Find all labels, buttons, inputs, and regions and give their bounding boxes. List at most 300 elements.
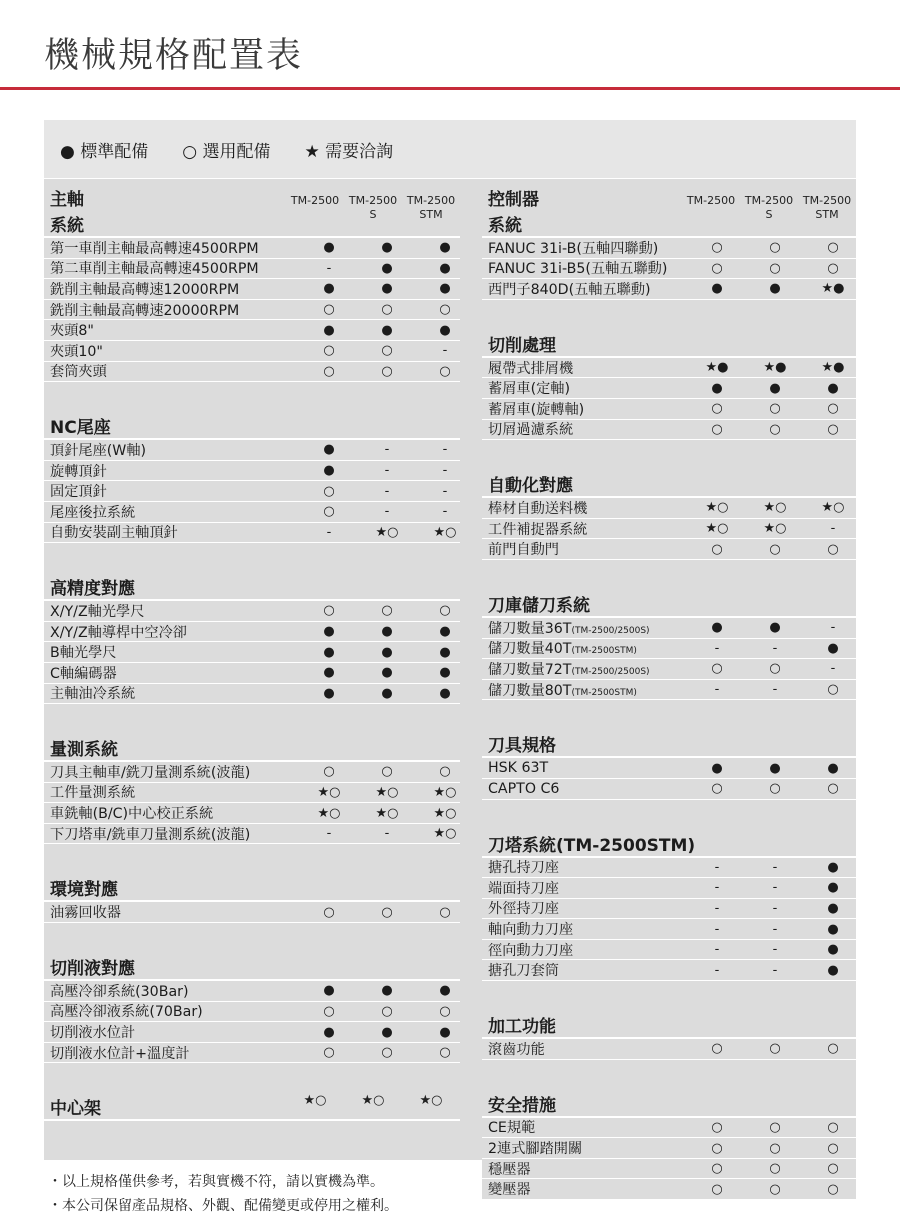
spec-row: [44, 481, 460, 502]
spec-value: ○: [323, 504, 335, 520]
spec-name-text: 變壓器: [488, 1182, 531, 1199]
section-header: [44, 565, 460, 601]
spec-value: ★○: [375, 805, 399, 821]
spec-name: [482, 1138, 688, 1158]
spec-name: [482, 1117, 688, 1137]
spec-name: [44, 320, 300, 340]
spec-value: ○: [323, 1003, 335, 1019]
section-header: [482, 1082, 856, 1118]
footnotes: [48, 1170, 398, 1218]
spec-name-text: 徑向動力刀座: [488, 942, 574, 959]
spec-name-text: 搪孔刀套筒: [488, 963, 559, 980]
section-title: 加工功能: [488, 1017, 556, 1038]
spec-value: ●: [711, 620, 723, 636]
spec-name: [44, 258, 300, 278]
spec-value: ●: [827, 640, 839, 656]
spec-value: -: [384, 504, 390, 520]
spec-value: ○: [827, 781, 839, 797]
spec-value: ○: [711, 1161, 723, 1177]
spec-value: ○: [769, 1041, 781, 1057]
spec-name-text: 高壓冷卻系統(30Bar): [50, 983, 189, 1000]
spec-value: -: [830, 521, 836, 537]
section-header: [482, 722, 856, 758]
spec-name-text: FANUC 31i-B(五軸四聯動): [488, 240, 659, 257]
section-title: 控制器: [488, 190, 539, 210]
section-title: 高精度對應: [50, 579, 135, 600]
spec-value: ○: [381, 343, 393, 359]
spec-row: [482, 1138, 856, 1159]
section-title: 中心架: [50, 1099, 101, 1120]
spec-name: [44, 803, 300, 823]
spec-name-text: 第一車削主軸最高轉速4500RPM: [50, 240, 259, 257]
spec-name: [482, 878, 688, 898]
spec-value: ●: [827, 859, 839, 875]
spec-name: [482, 519, 688, 539]
spec-value: ●: [323, 665, 335, 681]
spec-name: [44, 1043, 300, 1063]
spec-name: [44, 300, 300, 320]
spec-name-text: 滾齒功能: [488, 1041, 545, 1058]
spec-value: ○: [711, 260, 723, 276]
spec-value: ●: [827, 942, 839, 958]
spec-row: [482, 279, 856, 300]
section-header: [482, 1003, 856, 1039]
spec-value: -: [326, 826, 332, 842]
spec-row: [44, 824, 460, 845]
spec-value: ●: [439, 1024, 451, 1040]
spec-row: [482, 238, 856, 259]
spec-value: ★○: [705, 500, 729, 516]
spec-name-text: X/Y/Z軸光學尺: [50, 603, 145, 620]
spec-value: ●: [439, 685, 451, 701]
spec-value: -: [772, 900, 778, 916]
spec-value: ●: [439, 260, 451, 276]
spec-row: [44, 300, 460, 321]
section-header: [482, 180, 856, 238]
spec-value: ○: [769, 1119, 781, 1135]
section-title: 刀庫儲刀系統: [488, 595, 590, 616]
section-title: 量測系統: [50, 740, 118, 761]
spec-value: ○: [323, 904, 335, 920]
spec-value: -: [714, 962, 720, 978]
spec-value: ○: [769, 421, 781, 437]
spec-value: ○: [711, 781, 723, 797]
spec-name-text: 刀具主軸車/銑刀量測系統(波龍): [50, 764, 251, 781]
model-header: TM-2500 S: [348, 194, 398, 221]
spec-value: ○: [711, 661, 723, 677]
spec-name: [482, 258, 688, 278]
spec-name-text: 端面持刀座: [488, 880, 559, 897]
spec-value: ●: [439, 281, 451, 297]
section-title: 刀塔系統(TM-2500STM): [488, 835, 696, 856]
spec-value: ●: [439, 624, 451, 640]
spec-value: -: [714, 682, 720, 698]
title-divider: [0, 87, 900, 90]
spec-value: ○: [769, 401, 781, 417]
section-header: [44, 945, 460, 981]
section-header: [44, 726, 460, 762]
spec-name-text: 儲刀數量72T: [488, 661, 572, 678]
spec-value: ○: [827, 541, 839, 557]
spec-value: ○: [711, 1140, 723, 1156]
spec-name: [44, 824, 300, 844]
spec-value: ★●: [763, 360, 787, 376]
legend-inquiry: ★ 需要洽詢: [304, 141, 394, 162]
spec-row: [482, 899, 856, 920]
spec-value: -: [772, 640, 778, 656]
spec-name-text: 固定頂針: [50, 484, 107, 501]
spec-name-text: 尾座後拉系統: [50, 504, 136, 521]
spec-row: [482, 858, 856, 879]
section-spacer: [44, 704, 460, 726]
section-header: [44, 404, 460, 440]
spec-value: -: [384, 442, 390, 458]
spec-value: -: [714, 942, 720, 958]
spec-value: ●: [323, 442, 335, 458]
spec-value: ○: [769, 781, 781, 797]
spec-row: [44, 1022, 460, 1043]
spec-name: [482, 760, 688, 776]
spec-value: ★○: [763, 500, 787, 516]
spec-row: [44, 902, 460, 923]
spec-value: -: [772, 859, 778, 875]
section-subtitle: 系統: [488, 216, 522, 236]
legend-optional: ○ 選用配備: [182, 141, 271, 162]
spec-row: [482, 539, 856, 560]
spec-name: [482, 618, 688, 638]
spec-name-text: 自動安裝副主軸頂針: [50, 525, 178, 542]
spec-value: ●: [381, 685, 393, 701]
spec-name: [44, 601, 300, 621]
spec-name-text: 夾頭8": [50, 323, 94, 340]
spec-row: [482, 1159, 856, 1180]
spec-name: [44, 622, 300, 642]
spec-row: [482, 1039, 856, 1060]
spec-value: ★●: [821, 281, 845, 297]
spec-value: ●: [381, 644, 393, 660]
spec-value: ★○: [821, 500, 845, 516]
spec-name-text: 前門自動門: [488, 542, 559, 559]
spec-value: ●: [381, 624, 393, 640]
spec-value: ○: [381, 603, 393, 619]
section-title: 刀具規格: [488, 736, 556, 757]
model-header: TM-2500 STM: [802, 194, 852, 221]
spec-value: ★○: [763, 521, 787, 537]
spec-name-text: C軸編碼器: [50, 665, 117, 682]
spec-name: [44, 481, 300, 501]
spec-name-text: 穩壓器: [488, 1161, 531, 1178]
spec-value: ○: [711, 541, 723, 557]
spec-value: -: [772, 682, 778, 698]
spec-name: [44, 782, 300, 802]
spec-name-text: 棒材自動送料機: [488, 500, 588, 517]
spec-name-text: 蓄屑車(定軸): [488, 381, 571, 398]
spec-name-text: 第二車削主軸最高轉速4500RPM: [50, 261, 259, 278]
spec-value: ○: [323, 343, 335, 359]
spec-value: ○: [827, 1140, 839, 1156]
spec-value: -: [442, 483, 448, 499]
spec-row: [44, 601, 460, 622]
spec-name: [44, 902, 300, 922]
spec-value: ○: [711, 240, 723, 256]
spec-value: ●: [769, 380, 781, 396]
section-spacer: [482, 560, 856, 582]
spec-value: ○: [827, 260, 839, 276]
spec-row: [482, 919, 856, 940]
section-header: [482, 822, 856, 858]
spec-value: ○: [827, 1181, 839, 1197]
spec-row: [482, 1179, 856, 1200]
spec-row: [44, 663, 460, 684]
spec-name-text: 軸向動力刀座: [488, 922, 574, 939]
spec-value: ○: [769, 240, 781, 256]
spec-value: ★○: [317, 805, 341, 821]
spec-value: -: [772, 962, 778, 978]
spec-value: ○: [323, 483, 335, 499]
spec-value: ★○: [317, 784, 341, 800]
spec-row: [482, 940, 856, 961]
section-spacer: [44, 543, 460, 565]
spec-name: [482, 378, 688, 398]
spec-name: [482, 680, 688, 700]
spec-value: ○: [769, 541, 781, 557]
spec-name-text: 儲刀數量40T: [488, 641, 572, 658]
spec-value: ○: [827, 401, 839, 417]
spec-name-note: (TM-2500STM): [571, 687, 637, 698]
section-title: 切削液對應: [50, 959, 135, 980]
spec-row: [482, 639, 856, 660]
section-header: [482, 322, 856, 358]
spec-name-text: 油霧回收器: [50, 905, 121, 922]
spec-row: [482, 358, 856, 379]
spec-row: [44, 1002, 460, 1023]
spec-value: ○: [439, 904, 451, 920]
spec-value: ●: [439, 322, 451, 338]
spec-value: ●: [323, 463, 335, 479]
spec-value: ○: [381, 1045, 393, 1061]
spec-value: ○: [381, 764, 393, 780]
spec-name: [482, 399, 688, 419]
spec-value: ★○: [433, 826, 457, 842]
spec-value: ○: [323, 764, 335, 780]
spec-value: ●: [827, 900, 839, 916]
spec-value: ●: [827, 880, 839, 896]
model-header: TM-2500: [290, 194, 340, 207]
spec-name-note: (TM-2500/2500S): [571, 625, 650, 636]
section-spacer: [482, 1060, 856, 1082]
spec-row: [482, 878, 856, 899]
section-spacer: [482, 300, 856, 322]
spec-value: -: [714, 921, 720, 937]
spec-value: -: [442, 343, 448, 359]
spec-row: [44, 642, 460, 663]
spec-value: ○: [769, 1161, 781, 1177]
spec-value: ●: [323, 685, 335, 701]
left-spec-column: [44, 180, 460, 1121]
spec-name: [44, 1022, 300, 1042]
spec-row: [44, 981, 460, 1002]
spec-name-text: 工件量測系統: [50, 785, 136, 802]
spec-row: [44, 684, 460, 705]
spec-value: ○: [711, 1041, 723, 1057]
spec-value: ★○: [705, 521, 729, 537]
spec-value: ★○: [303, 1093, 327, 1109]
spec-name-text: 套筒夾頭: [50, 364, 107, 381]
spec-name-text: 銑削主軸最高轉速20000RPM: [50, 302, 240, 319]
spec-row: [44, 238, 460, 259]
spec-row: [44, 803, 460, 824]
spec-name: [482, 539, 688, 559]
spec-name-text: 2連式腳踏開關: [488, 1141, 583, 1158]
spec-value: ●: [381, 665, 393, 681]
spec-name-text: 銑削主軸最高轉速12000RPM: [50, 281, 240, 298]
spec-value: -: [772, 921, 778, 937]
spec-value: ●: [439, 644, 451, 660]
spec-value: ●: [769, 760, 781, 776]
spec-name: [44, 502, 300, 522]
spec-name-text: X/Y/Z軸導桿中空冷卻: [50, 624, 187, 641]
section-title: 自動化對應: [488, 476, 573, 497]
section-spacer: [44, 1063, 460, 1085]
spec-value: ★○: [419, 1093, 443, 1109]
spec-value: ●: [769, 620, 781, 636]
legend-standard: ● 標準配備: [60, 141, 149, 162]
spec-name-text: 主軸油冷系統: [50, 686, 136, 703]
spec-name: [482, 940, 688, 960]
section-header: [482, 462, 856, 498]
spec-row: [482, 498, 856, 519]
spec-name-note: (TM-2500/2500S): [571, 666, 650, 677]
spec-row: [482, 659, 856, 680]
legend: [44, 120, 856, 179]
section-header: [482, 582, 856, 618]
spec-value: ○: [711, 421, 723, 437]
spec-value: -: [714, 640, 720, 656]
page-title: 機械規格配置表: [44, 36, 304, 76]
spec-value: ●: [323, 322, 335, 338]
spec-name: [482, 1179, 688, 1199]
spec-value: ○: [827, 682, 839, 698]
spec-value: ○: [827, 1161, 839, 1177]
spec-name-text: 下刀塔車/銑車刀量測系統(波龍): [50, 826, 251, 843]
spec-name: [482, 898, 688, 918]
spec-name: [44, 642, 300, 662]
spec-value: ○: [439, 302, 451, 318]
spec-name-text: 儲刀數量80T: [488, 682, 572, 699]
spec-row: [44, 440, 460, 461]
spec-value: ○: [381, 363, 393, 379]
spec-row: [44, 622, 460, 643]
spec-value: ○: [323, 603, 335, 619]
spec-name-text: CAPTO C6: [488, 780, 560, 797]
spec-value: ○: [439, 764, 451, 780]
spec-value: ●: [439, 665, 451, 681]
spec-value: ○: [381, 904, 393, 920]
section-spacer: [482, 981, 856, 1003]
spec-value: ○: [381, 302, 393, 318]
spec-row: [482, 618, 856, 639]
spec-value: ●: [827, 921, 839, 937]
spec-value: -: [714, 900, 720, 916]
spec-value: ●: [711, 760, 723, 776]
spec-name-text: 工件補捉器系統: [488, 521, 588, 538]
spec-name-text: 切屑過濾系統: [488, 422, 574, 439]
spec-row: [44, 320, 460, 341]
footnote: ・本公司保留產品規格、外觀、配備變更或停用之權利。: [48, 1198, 398, 1214]
spec-value: ○: [323, 1045, 335, 1061]
spec-value: ○: [439, 1003, 451, 1019]
spec-name: [44, 762, 300, 782]
spec-row: [482, 420, 856, 441]
section-title: 安全措施: [488, 1095, 556, 1116]
spec-value: ●: [323, 624, 335, 640]
spec-value: ○: [769, 1181, 781, 1197]
spec-name-text: 搪孔持刀座: [488, 860, 559, 877]
section-title: 環境對應: [50, 880, 118, 901]
spec-row: [482, 378, 856, 399]
spec-value: ●: [323, 983, 335, 999]
spec-value: ●: [323, 240, 335, 256]
spec-name-text: 切削液水位計: [50, 1025, 136, 1042]
spec-value: -: [384, 483, 390, 499]
spec-name: [44, 361, 300, 381]
section-header: [44, 1085, 460, 1121]
spec-value: -: [442, 463, 448, 479]
spec-value: ●: [381, 281, 393, 297]
spec-value: -: [326, 260, 332, 276]
spec-name: [482, 638, 688, 658]
spec-name-text: 西門子840D(五軸五聯動): [488, 281, 651, 298]
spec-name-text: 夾頭10": [50, 343, 103, 360]
spec-value: ★●: [821, 360, 845, 376]
spec-name-text: 履帶式排屑機: [488, 360, 574, 377]
spec-value: -: [384, 463, 390, 479]
spec-value: ★○: [433, 784, 457, 800]
section-title: NC尾座: [50, 418, 111, 439]
model-header: TM-2500 S: [744, 194, 794, 221]
spec-row: [482, 1118, 856, 1139]
section-subtitle: 系統: [50, 216, 84, 236]
spec-value: ○: [439, 363, 451, 379]
spec-value: -: [442, 504, 448, 520]
spec-name-text: 頂針尾座(W軸): [50, 442, 147, 459]
right-spec-column: [482, 180, 856, 1200]
spec-value: -: [830, 620, 836, 636]
spec-value: ●: [711, 380, 723, 396]
spec-name: [482, 279, 688, 299]
spec-value: -: [714, 859, 720, 875]
model-header: TM-2500 STM: [406, 194, 456, 221]
section-spacer: [482, 700, 856, 722]
spec-name: [482, 1039, 688, 1059]
spec-row: [44, 259, 460, 280]
spec-value: ●: [323, 1024, 335, 1040]
spec-name-text: 切削液水位計+溫度計: [50, 1045, 190, 1062]
spec-value: ○: [769, 1140, 781, 1156]
spec-value: -: [326, 524, 332, 540]
footnote: ・以上規格僅供參考，若與實機不符，請以實機為準。: [48, 1174, 384, 1190]
spec-value: ○: [827, 1041, 839, 1057]
spec-row: [44, 783, 460, 804]
spec-value: ★○: [375, 524, 399, 540]
spec-name: [44, 663, 300, 683]
spec-name: [44, 238, 300, 258]
spec-name-text: CE規範: [488, 1120, 536, 1137]
spec-name: [44, 522, 300, 542]
spec-name: [482, 659, 688, 679]
spec-value: -: [384, 826, 390, 842]
spec-name: [44, 683, 300, 703]
